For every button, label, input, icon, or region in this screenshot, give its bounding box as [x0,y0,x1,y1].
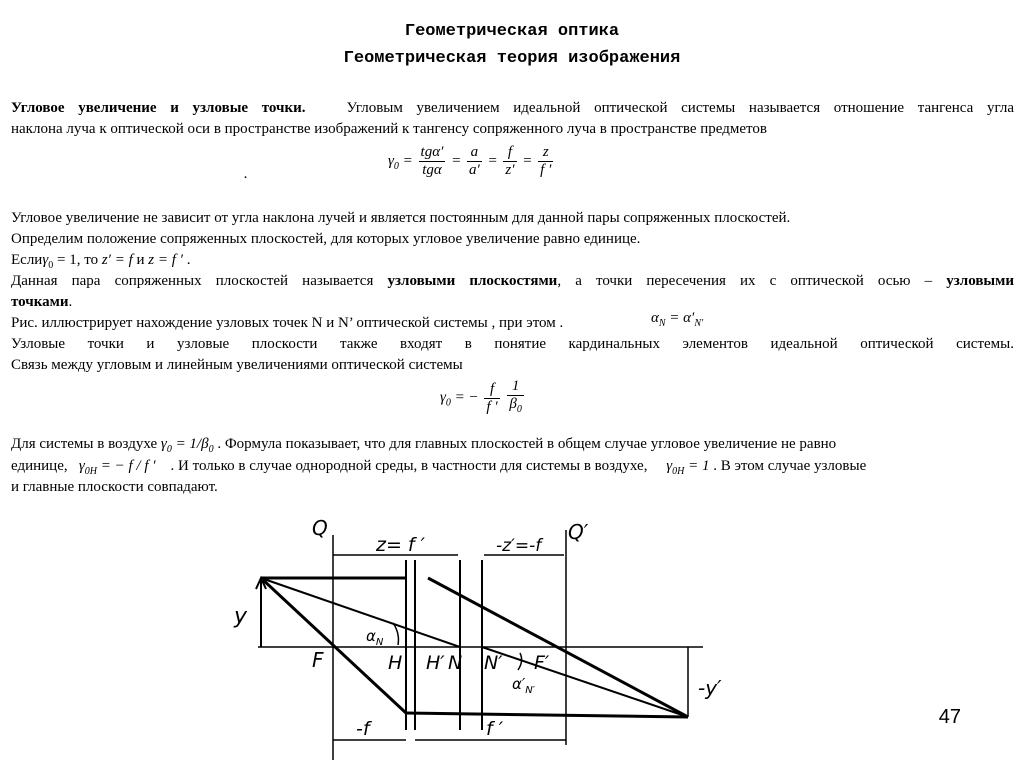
text-p4a: Данная пара сопряженных плоскостей называется [11,273,374,289]
fraction-numerator: a [470,144,479,160]
label-minus-y-prime: -y′ [698,676,722,700]
gamma-symbol: γ [160,436,167,452]
intro-text-1: Угловым увеличением идеальной оптической системы называется отношение тангенса угла [346,100,1014,116]
body-paragraph-6-line-1: Узловые точки и узловые плоскости также входят в понятие кардинальных элементов идеальной оптической системы. [11,336,1014,352]
ray-to-n [261,578,460,647]
equals-sign: = [522,152,533,169]
alpha-prime-subscript: N′ [694,318,704,329]
gamma-symbol: γ [42,252,49,268]
text-to: , то [76,252,99,268]
gamma-subscript: 0 [393,160,399,172]
fraction-denominator: tgα [419,161,446,179]
page-subtitle: Геометрическая теория изображения [343,49,681,68]
formula-one: = 1 [688,458,710,474]
gamma-subscript: 0 [166,444,172,455]
label-n-prime: N′ [484,652,503,674]
formula-angular-magnification [388,144,555,179]
text-p4b: , а точки пересечения их с оптической осью – [557,273,933,289]
term-nodal: узловыми [946,273,1015,289]
text-p5: Рис. иллюстрирует нахождение узловых точек N и N’ оптической системы , при этом . [11,315,564,331]
equals-sign: = [451,152,462,169]
label-f: F [312,648,324,672]
alpha-prime-symbol: α′ [512,675,526,693]
fraction-numerator: f [489,380,495,397]
text-period: . [186,252,191,268]
page-number: 47 [938,706,961,728]
intro-line-1 [11,98,1014,119]
arc-alpha-n-prime [518,653,522,670]
formula-minus-f: = − f / f ′ [100,458,156,474]
equals-minus: = − [454,389,479,406]
alpha-prime-eq: = α′ [669,310,695,326]
label-n: N [448,652,463,674]
closing-text-a: Для системы в воздухе [11,436,158,452]
label-f-prime-dim: f ′ [486,718,504,740]
fraction-numerator: tgα′ [420,144,444,160]
closing-line-3: и главные плоскости совпадают. [11,479,218,495]
equals-sign: = [402,152,413,169]
label-minus-f: -f [356,718,370,740]
text-period: . [68,294,73,310]
gamma-subscript: 0H [672,466,685,477]
label-h: H [388,652,403,674]
body-paragraph-5 [11,313,563,334]
fraction-numerator: f [507,144,513,160]
alpha-subscript: N [658,318,666,329]
body-paragraph-4-line-1 [11,271,1014,292]
gamma-equals-one: = 1 [57,252,77,268]
label-z-eq: z= f ′ [376,534,425,556]
gamma-symbol: γ [440,389,446,406]
text-esli: Если [11,252,43,268]
formula-beta: = 1/β [175,436,209,452]
equals-sign: = [487,152,498,169]
beta-subscript: 0 [208,444,214,455]
term-nodal-planes: узловыми плоскостями [387,273,558,289]
label-minus-z-prime: -z′=-f [496,536,542,556]
fraction-f-z [503,144,516,179]
closing-text-e: . В этом случае узловые [713,458,867,474]
closing-text-d: . И только в случае однородной среды, в частности для системы в воздухе, [170,458,648,474]
label-q-prime: Q′ [568,520,589,544]
closing-text-b: . Формула показывает, что для главных плоскостей в общем случае угловое увеличение не равно [217,436,837,452]
formula-dot: . [244,166,248,182]
formula-z: z = f ′ [148,252,183,268]
intro-heading: Угловое увеличение и узловые точки. [11,100,306,116]
ray-parallel-image [406,713,688,717]
fraction-denominator: f ′ [486,398,498,415]
alpha-subscript: N [375,637,384,648]
label-f-prime: F′ [534,652,550,674]
alpha-symbol: α [366,627,376,645]
label-q: Q [312,516,328,540]
alpha-prime-subscript: N′ [525,685,536,696]
fraction-f-fprime [484,381,499,416]
fraction-denominator: a′ [469,162,480,178]
gamma-symbol: γ [78,458,85,474]
fraction-z-f [538,144,553,179]
label-alpha-n-prime [512,675,536,696]
label-y: y [234,604,248,629]
gamma-symbol: γ [666,458,673,474]
label-h-prime: H′ [426,652,445,674]
gamma-subscript: 0H [84,466,98,477]
fraction-denominator: f ′ [540,162,552,178]
fraction-numerator: 1 [511,378,520,394]
term-points: точками [11,294,69,310]
page-title: Геометрическая оптика [404,22,620,41]
fraction-denominator [507,395,523,418]
fraction-numerator: z [542,144,549,160]
formula-z-prime: z′ = f [101,252,133,268]
body-paragraph-6-line-2: Связь между угловым и линейным увеличениями оптической системы [11,357,463,373]
fraction-denominator: z′ [505,162,515,178]
text-and: и [136,252,145,268]
gamma-subscript: 0 [48,260,54,271]
closing-text-c: единице, [11,458,68,474]
nodal-points-diagram [228,505,788,768]
formula-alpha-nodal [651,310,703,329]
intro-line-2: наклона луча к оптической оси в пространстве изображений к тангенсу сопряженного луча в пространстве предметов [11,121,767,137]
beta-subscript: 0 [516,404,522,415]
beta-symbol: β [509,396,517,412]
fraction-a [467,144,482,179]
formula-angular-linear-relation [440,378,526,418]
gamma-symbol: γ [388,152,394,169]
fraction-tg [419,144,446,179]
alpha-symbol: α [651,310,659,326]
body-paragraph-4-line-2 [11,292,72,313]
body-paragraph-2: Определим положение сопряженных плоскостей, для которых угловое увеличение равно единице. [11,231,641,247]
fraction-one-beta [507,378,523,418]
gamma-subscript: 0 [445,397,451,409]
label-alpha-n [366,627,384,648]
body-paragraph-1: Угловое увеличение не зависит от угла наклона лучей и является постоянным для данной пары сопряженных плоскостей. [11,210,791,226]
